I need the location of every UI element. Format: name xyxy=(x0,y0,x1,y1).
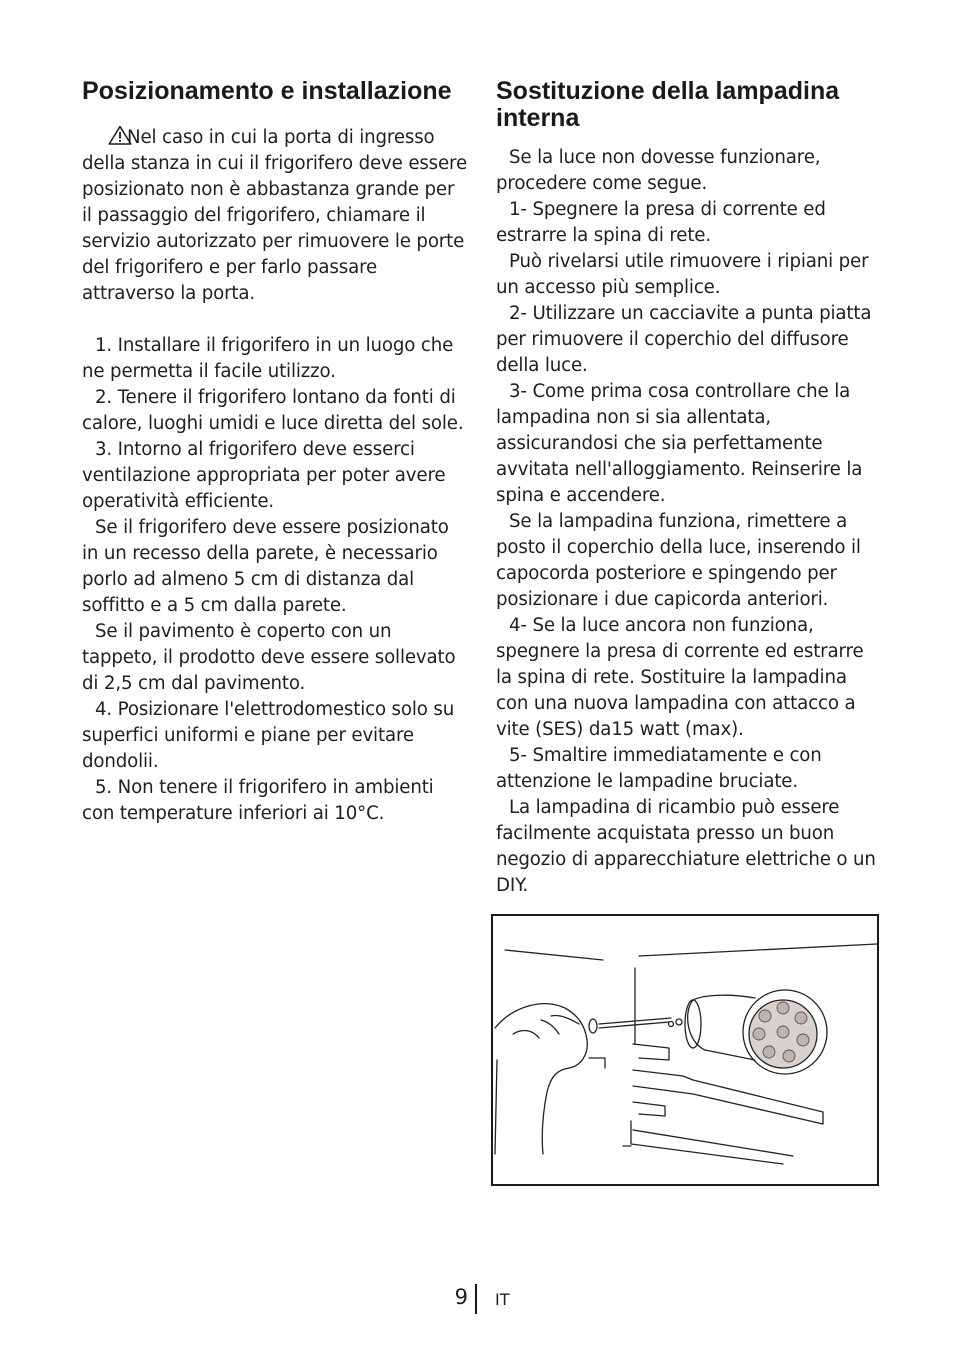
page-footer xyxy=(0,1284,954,1316)
paragraph: Se il frigorifero deve essere posizionato in un recesso della parete, è necessario porlo ad almeno 5 cm di distanza dal soffitto e a 5 cm dalla parete. xyxy=(82,517,449,616)
section-body xyxy=(82,125,468,827)
paragraph: Può rivelarsi utile rimuovere i ripiani per un accesso più semplice. xyxy=(496,251,869,298)
section-title: Posizionamento e installazione xyxy=(82,77,452,105)
paragraph: 1. Installare il frigorifero in un luogo che ne permetta il facile utilizzo. xyxy=(82,335,454,382)
paragraph: 5- Smaltire immediatamente e con attenzione le lampadine bruciate. xyxy=(496,745,822,792)
warning-paragraph xyxy=(82,125,468,307)
language-code: IT xyxy=(495,1290,510,1309)
paragraph: 1- Spegnere la presa di corrente ed estrarre la spina di rete. xyxy=(496,199,826,246)
paragraph: Se la lampadina funziona, rimettere a posto il coperchio della luce, inserendo il capocorda posteriore e spingendo per posizionare i due capicorda anteriori. xyxy=(496,511,861,610)
paragraph: 3. Intorno al frigorifero deve esserci ventilazione appropriata per poter avere operatività efficiente. xyxy=(82,439,446,512)
paragraph: Se la luce non dovesse funzionare, procedere come segue. xyxy=(496,147,821,194)
paragraph: 3- Come prima cosa controllare che la lampadina non si sia allentata, assicurandosi che sia perfettamente avvitata nell'alloggiamento. Reinserire la spina e accendere. xyxy=(496,381,863,506)
paragraph: Se il pavimento è coperto con un tappeto, il prodotto deve essere sollevato di 2,5 cm dal pavimento. xyxy=(82,621,456,694)
paragraph: 4. Posizionare l'elettrodomestico solo su superfici uniformi e piane per evitare dondolii. xyxy=(82,699,455,772)
section-title: Sostituzione della lampadina interna xyxy=(496,77,840,132)
paragraph: 4- Se la luce ancora non funziona, spegnere la presa di corrente ed estrarre la spina di rete. Sostituire la lampadina con una nuova lampadina con attacco a vite (SES) da15 watt (max). xyxy=(496,615,864,740)
warning-triangle-icon xyxy=(95,125,119,145)
warning-text: Nel caso in cui la porta di ingresso della stanza in cui il frigorifero deve essere posizionato non è abbastanza grande per il passaggio del frigorifero, chiamare il servizio autorizzato per rimuovere le porte del frigorifero e per farlo passare attraverso la porta. xyxy=(82,127,468,304)
paragraph: La lampadina di ricambio può essere facilmente acquistata presso un buon negozio di apparecchiature elettriche o un DIY. xyxy=(496,797,876,896)
paragraph: 2- Utilizzare un cacciavite a punta piatta per rimuovere il coperchio del diffusore della luce. xyxy=(496,303,872,376)
section-positioning-installation xyxy=(82,74,468,827)
lamp-replacement-illustration xyxy=(491,914,879,1186)
paragraph: 5. Non tenere il frigorifero in ambienti con temperature inferiori ai 10°C. xyxy=(82,777,434,824)
page-number: 9 xyxy=(454,1285,468,1309)
section-lamp-replacement xyxy=(496,74,882,899)
section-body xyxy=(496,145,882,899)
footer-divider xyxy=(475,1284,477,1314)
paragraph: 2. Tenere il frigorifero lontano da fonti di calore, luoghi umidi e luce diretta del sole. xyxy=(82,387,464,434)
